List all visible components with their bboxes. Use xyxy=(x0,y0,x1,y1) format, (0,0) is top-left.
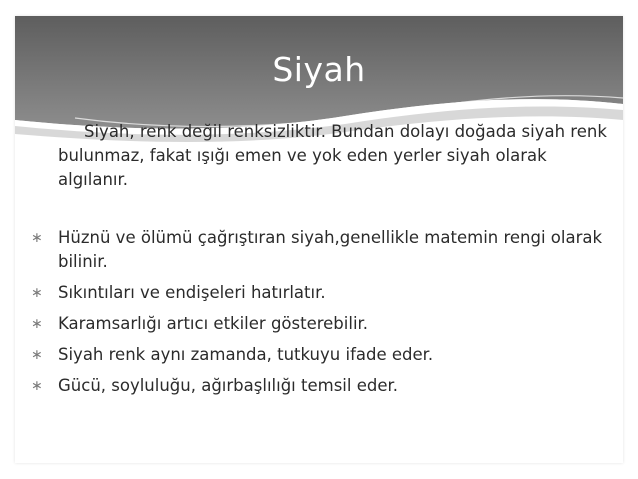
bullet-text: Karamsarlığı artıcı etkiler gösterebilir. xyxy=(58,314,369,333)
bullet-text: Sıkıntıları ve endişeleri hatırlatır. xyxy=(58,283,326,302)
bullet-text: Hüznü ve ölümü çağrıştıran siyah,genellikle matemin rengi olarak bilinir. xyxy=(58,228,603,271)
slide-title: Siyah xyxy=(272,50,366,89)
list-item xyxy=(25,281,615,305)
list-item xyxy=(25,312,615,336)
bullet-list xyxy=(25,226,615,398)
bullet-marker-icon: ∗ xyxy=(31,285,43,301)
list-item xyxy=(25,343,615,367)
slide xyxy=(15,16,623,463)
slide-body xyxy=(25,120,615,405)
list-item xyxy=(25,374,615,398)
bullet-marker-icon: ∗ xyxy=(31,378,43,394)
bullet-text: Siyah renk aynı zamanda, tutkuyu ifade eder. xyxy=(58,345,434,364)
list-item xyxy=(25,226,615,274)
bullet-marker-icon: ∗ xyxy=(31,316,43,332)
bullet-text: Gücü, soyluluğu, ağırbaşlılığı temsil eder. xyxy=(58,376,398,395)
intro-paragraph: Siyah, renk değil renksizliktir. Bundan dolayı doğada siyah renk bulunmaz, fakat ışığı emen ve yok eden yerler siyah olarak algılanır. xyxy=(58,122,607,189)
bullet-marker-icon: ∗ xyxy=(31,230,43,246)
bullet-marker-icon: ∗ xyxy=(31,347,43,363)
